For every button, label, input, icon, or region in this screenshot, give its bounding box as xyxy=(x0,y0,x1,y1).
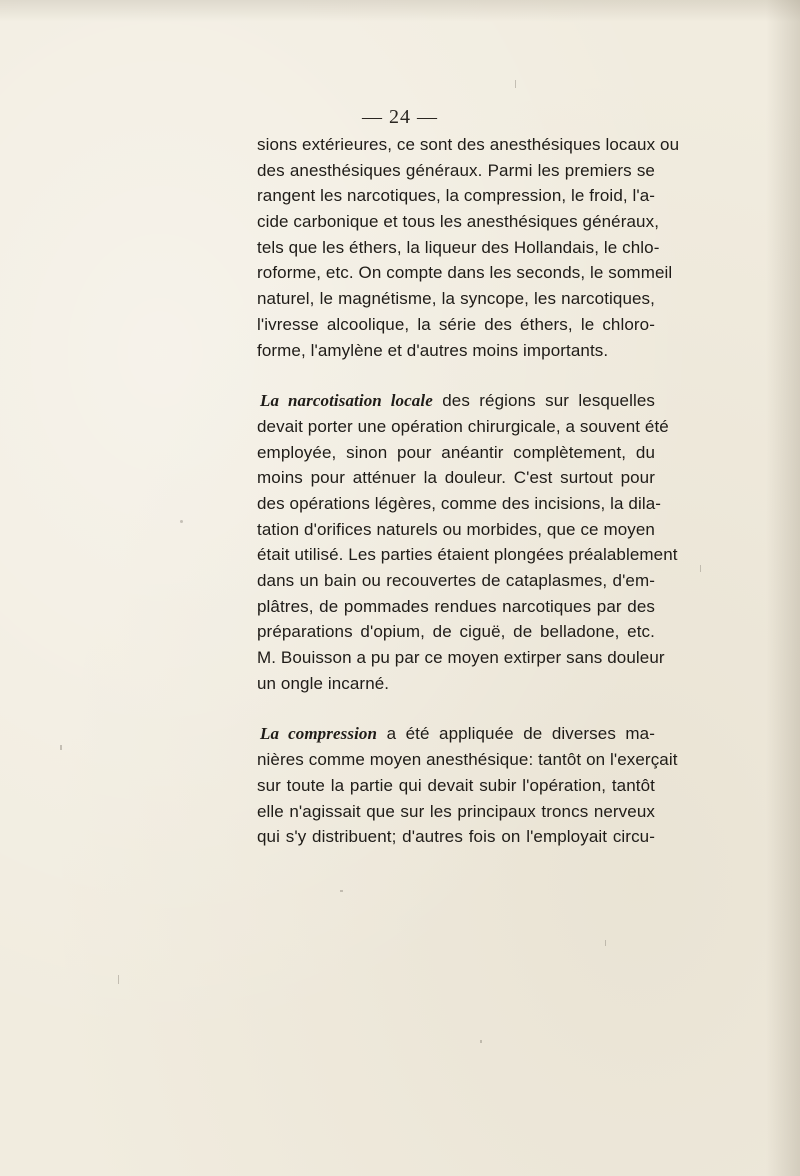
page-top-shadow xyxy=(0,0,800,22)
paragraph-1 xyxy=(257,132,680,363)
paper-speck xyxy=(180,520,183,523)
text-line: roforme, etc. On compte dans les seconds, le sommeil xyxy=(257,263,673,283)
text-line: moins pour atténuer la douleur. C'est surtout pour xyxy=(257,468,655,488)
text-line: forme, l'amylène et d'autres moins importants. xyxy=(257,340,609,360)
text-line-rest: des régions sur lesquelles xyxy=(432,391,655,411)
text-line: elle n'agissait que sur les principaux troncs nerveux xyxy=(257,801,655,821)
text-line: préparations d'opium, de ciguë, de belladone, etc. xyxy=(257,622,655,642)
text-line: M. Bouisson a pu par ce moyen extirper sans douleur xyxy=(257,648,665,668)
paper-speck xyxy=(480,1040,482,1043)
italic-lead: La compression xyxy=(260,724,378,744)
text-line: sur toute la partie qui devait subir l'opération, tantôt xyxy=(257,775,655,795)
text-line xyxy=(257,721,655,747)
text-line: l'ivresse alcoolique, la série des éthers, le chloro- xyxy=(257,314,655,334)
text-line: plâtres, de pommades rendues narcotiques par des xyxy=(257,596,655,616)
paragraph-gap xyxy=(257,696,655,721)
page-number: — 24 — xyxy=(362,106,438,128)
text-line: rangent les narcotiques, la compression, le froid, l'a- xyxy=(257,186,656,206)
text-line: était utilisé. Les parties étaient plongées préalablement xyxy=(257,545,678,565)
paper-speck xyxy=(60,745,62,750)
paper-speck xyxy=(605,940,606,946)
text-line: naturel, le magnétisme, la syncope, les narcotiques, xyxy=(257,289,655,309)
text-line: des anesthésiques généraux. Parmi les premiers se xyxy=(257,160,655,180)
text-line: employée, sinon pour anéantir complètement, du xyxy=(257,442,655,462)
text-line xyxy=(257,388,655,414)
paper-speck xyxy=(118,975,119,984)
paper-speck xyxy=(700,565,701,572)
italic-lead: La narcotisation locale xyxy=(260,391,433,411)
text-line: sions extérieures, ce sont des anesthésiques locaux ou xyxy=(257,135,680,154)
text-line: devait porter une opération chirurgicale, a souvent été xyxy=(257,416,669,436)
page-edge-shadow xyxy=(766,0,800,1176)
paper-speck xyxy=(340,890,343,892)
paragraph-gap xyxy=(257,363,655,388)
paragraph-2 xyxy=(257,388,678,696)
paper-speck xyxy=(515,80,516,88)
paragraph-3 xyxy=(257,721,678,849)
text-line: tels que les éthers, la liqueur des Hollandais, le chlo- xyxy=(257,237,660,257)
text-line: qui s'y distribuent; d'autres fois on l'employait circu- xyxy=(257,827,655,847)
text-line: un ongle incarné. xyxy=(257,673,390,693)
text-line: des opérations légères, comme des incisions, la dila- xyxy=(257,493,662,513)
text-line-rest: a été appliquée de diverses ma- xyxy=(377,724,655,744)
body-text xyxy=(257,132,680,850)
text-line: dans un bain ou recouvertes de cataplasmes, d'em- xyxy=(257,571,655,590)
text-line: tation d'orifices naturels ou morbides, que ce moyen xyxy=(257,519,655,539)
text-line: cide carbonique et tous les anesthésiques généraux, xyxy=(257,212,660,232)
text-line: nières comme moyen anesthésique: tantôt on l'exerçait xyxy=(257,750,678,770)
